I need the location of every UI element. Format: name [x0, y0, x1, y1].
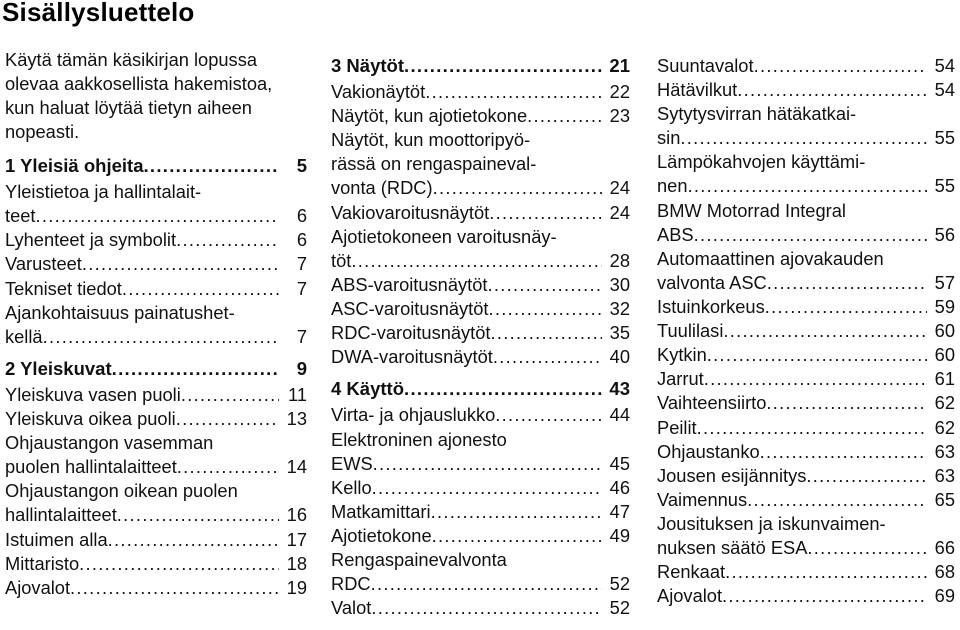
- dot-leader: [807, 536, 927, 560]
- toc-entry[interactable]: [331, 104, 630, 128]
- dot-leader: [425, 80, 602, 104]
- toc-page-number: 62: [934, 416, 955, 438]
- toc-entry-title: Sytytysvirran hätäkatkai-: [657, 103, 857, 125]
- toc-entry-title: Ohjaustangon oikean puolen: [5, 480, 238, 502]
- toc-page-number: 65: [934, 488, 955, 510]
- toc-entry[interactable]: [331, 225, 630, 273]
- toc-page-number: 63: [934, 464, 955, 486]
- toc-page-number: 5: [296, 155, 307, 176]
- dot-leader: [766, 391, 927, 415]
- toc-entry[interactable]: [657, 78, 955, 102]
- toc-entry-title: 1 Yleisiä ohjeita: [5, 155, 144, 176]
- toc-entry-title: Varusteet: [5, 253, 82, 275]
- toc-entry-title: EWS: [331, 452, 373, 474]
- toc-entry-title: Renkaat: [657, 561, 726, 583]
- toc-entry-title: Ajovalot: [5, 576, 71, 598]
- toc-entry[interactable]: [331, 428, 630, 476]
- toc-entry-title: Ajovalot: [657, 585, 723, 607]
- toc-entry-title: Ajotietokone: [331, 524, 432, 546]
- toc-entry-title: RDC-varoitusnäytöt: [331, 322, 491, 344]
- toc-page-number: 28: [609, 249, 630, 271]
- toc-page-number: 14: [286, 456, 307, 478]
- dot-leader: [70, 576, 279, 600]
- dot-leader: [723, 319, 927, 343]
- dot-leader: [373, 452, 602, 476]
- intro-line: olevaa aakkosellista hakemistoa,: [5, 73, 273, 95]
- intro-text: [5, 48, 305, 144]
- dot-leader: [694, 223, 927, 247]
- toc-entry-title: teet: [5, 205, 36, 227]
- toc-entry-title: 4 Käyttö: [331, 378, 404, 400]
- dot-leader: [767, 271, 927, 295]
- dot-leader: [433, 176, 602, 200]
- dot-leader: [688, 174, 927, 198]
- toc-entry-title: kellä: [5, 325, 43, 347]
- toc-entry-title: Suuntavalot: [657, 55, 754, 76]
- toc-page-number: 16: [286, 504, 307, 526]
- toc-entry[interactable]: [331, 500, 630, 524]
- toc-page-number: 66: [934, 536, 955, 558]
- toc-page-number: 60: [934, 320, 955, 342]
- toc-page-number: 63: [934, 440, 955, 462]
- dot-leader: [737, 78, 927, 102]
- toc-entry-title: Yleistietoa ja hallintalait-: [5, 181, 202, 203]
- dot-leader: [489, 201, 602, 225]
- toc-entry[interactable]: [657, 150, 955, 198]
- toc-entry-title: ABS-varoitusnäytöt: [331, 273, 488, 295]
- dot-leader: [371, 596, 602, 620]
- dot-leader: [351, 249, 602, 273]
- toc-page-number: 24: [609, 177, 630, 199]
- toc-page-number: 24: [609, 201, 630, 223]
- toc-entry-title: Ohjaustanko: [657, 440, 760, 462]
- toc-entry[interactable]: [331, 524, 630, 548]
- toc-entry[interactable]: [657, 391, 955, 415]
- toc-page-number: 54: [934, 79, 955, 101]
- page-title: Sisällysluettelo: [2, 0, 195, 27]
- dot-leader: [432, 524, 602, 548]
- toc-entry[interactable]: [657, 464, 955, 488]
- toc-entry-title: 3 Näytöt: [331, 55, 404, 76]
- toc-page-number: 46: [609, 476, 630, 498]
- toc-entry-title: RDC: [331, 573, 371, 595]
- dot-leader: [704, 367, 927, 391]
- intro-line: kun haluat löytää tietyn aiheen: [5, 97, 252, 119]
- toc-entry-title: Tekniset tiedot: [5, 277, 122, 299]
- toc-entry[interactable]: [5, 252, 307, 276]
- toc-entry[interactable]: [657, 584, 955, 608]
- toc-entry[interactable]: [331, 476, 630, 500]
- dot-leader: [404, 377, 602, 401]
- dot-leader: [122, 277, 279, 301]
- toc-entry-title: Ohjaustangon vasemman: [5, 432, 214, 454]
- toc-entry-title: BMW Motorrad Integral: [657, 199, 846, 221]
- toc-entry[interactable]: [331, 273, 630, 297]
- dot-leader: [806, 464, 927, 488]
- dot-leader: [43, 325, 279, 349]
- toc-chapter[interactable]: [331, 54, 630, 78]
- toc-entry-title: ABS: [657, 223, 694, 245]
- toc-entry-title: Jarrut: [657, 368, 704, 390]
- toc-entry-title: Elektroninen ajonesto: [331, 428, 507, 450]
- dot-leader: [747, 488, 927, 512]
- toc-entry-title: Virta- ja ohjauslukko: [331, 404, 496, 426]
- toc-entry-title: Valot: [331, 597, 372, 619]
- toc-page-number: 18: [286, 552, 307, 574]
- dot-leader: [725, 560, 927, 584]
- dot-leader: [754, 54, 927, 78]
- toc-entry[interactable]: [331, 128, 630, 200]
- toc-entry[interactable]: [657, 367, 955, 391]
- dot-leader: [181, 383, 279, 407]
- intro-line: Käytä tämän käsikirjan lopussa: [5, 49, 258, 70]
- toc-entry-title: Hätävilkut: [657, 79, 738, 101]
- toc-entry-title: Kello: [331, 476, 372, 498]
- toc-chapter[interactable]: [331, 377, 630, 401]
- toc-entry[interactable]: [331, 297, 630, 321]
- toc-page-number: 52: [609, 597, 630, 619]
- toc-page-number: 57: [934, 271, 955, 293]
- toc-entry-title: Rengaspainevalvonta: [331, 549, 507, 570]
- toc-page-number: 47: [609, 500, 630, 522]
- toc-page-number: 59: [934, 296, 955, 317]
- toc-page-number: 55: [934, 127, 955, 149]
- toc-page-number: 11: [288, 383, 307, 405]
- toc-entry-title: Vakionäytöt: [331, 81, 426, 103]
- toc-entry-title: Istuimen alla: [5, 528, 108, 550]
- toc-entry-title: Peilit: [657, 416, 697, 438]
- toc-entry[interactable]: [5, 576, 307, 600]
- toc-entry-title: DWA-varoitusnäytöt: [331, 346, 493, 368]
- toc-entry-title: Näytöt, kun moottoripyö-: [331, 129, 531, 151]
- toc-page-number: 30: [609, 273, 630, 295]
- toc-page-number: 6: [296, 229, 307, 251]
- toc-entry[interactable]: [5, 552, 307, 576]
- toc-page-number: 9: [296, 357, 307, 379]
- dot-leader: [108, 528, 279, 552]
- toc-chapter[interactable]: [5, 357, 307, 381]
- intro-line: nopeasti.: [5, 121, 80, 143]
- toc-page-number: 7: [296, 325, 307, 347]
- toc-entry[interactable]: [657, 102, 955, 150]
- toc-entry[interactable]: [331, 548, 630, 596]
- dot-leader: [176, 228, 279, 252]
- toc-entry-title: nuksen säätö ESA: [657, 536, 808, 558]
- toc-entry-title: Yleiskuva oikea puoli: [5, 408, 176, 429]
- toc-entry-title: rässä on rengaspaineval-: [331, 153, 537, 175]
- toc-entry-title: nen: [657, 175, 688, 197]
- toc-page-number: 13: [286, 408, 307, 429]
- dot-leader: [489, 297, 603, 321]
- toc-entry-title: Ajankohtaisuus painatushet-: [5, 301, 235, 323]
- toc-entry-title: hallintalaitteet: [5, 504, 117, 526]
- toc-page-number: 45: [609, 452, 630, 474]
- toc-entry-title: Jousen esijännitys: [657, 464, 807, 486]
- toc-entry[interactable]: [5, 407, 307, 431]
- toc-entry-title: ASC-varoitusnäytöt: [331, 298, 489, 319]
- toc-page-number: 52: [609, 573, 630, 595]
- toc-entry[interactable]: [657, 512, 955, 560]
- dot-leader: [79, 552, 279, 576]
- dot-leader: [765, 295, 927, 319]
- dot-leader: [707, 343, 927, 367]
- toc-page-number: 49: [609, 524, 630, 546]
- dot-leader: [722, 584, 927, 608]
- toc-entry[interactable]: [5, 180, 307, 228]
- toc-page-number: 19: [286, 576, 307, 598]
- toc-entry[interactable]: [657, 54, 955, 78]
- toc-entry-title: vonta (RDC): [331, 177, 433, 199]
- dot-leader: [680, 126, 927, 150]
- toc-entry[interactable]: [657, 199, 955, 247]
- toc-entry-title: töt: [331, 249, 352, 271]
- toc-page-number: 69: [934, 585, 955, 607]
- toc-entry-title: puolen hallintalaitteet: [5, 456, 177, 478]
- toc-entry[interactable]: [5, 479, 307, 527]
- toc-page-number: 17: [286, 528, 307, 550]
- toc-page-number: 56: [934, 223, 955, 245]
- toc-entry-title: Istuinkorkeus: [657, 296, 765, 317]
- toc-page-number: 55: [934, 175, 955, 197]
- dot-leader: [760, 440, 927, 464]
- toc-entry-title: Matkamittari: [331, 500, 431, 522]
- dot-leader: [176, 407, 279, 431]
- dot-leader: [177, 455, 279, 479]
- toc-page-number: 44: [609, 404, 630, 426]
- toc-entry[interactable]: [657, 319, 955, 343]
- toc-entry-title: 2 Yleiskuvat: [5, 357, 112, 379]
- toc-entry[interactable]: [331, 201, 630, 225]
- toc-entry[interactable]: [657, 488, 955, 512]
- toc-entry-title: Lyhenteet ja symbolit: [5, 229, 177, 251]
- toc-entry[interactable]: [5, 277, 307, 301]
- dot-leader: [487, 273, 602, 297]
- toc-page-number: 61: [934, 368, 955, 390]
- toc-entry-title: Jousituksen ja iskunvaimen-: [657, 512, 886, 534]
- toc-page-number: 23: [609, 105, 630, 127]
- toc-entry-title: Kytkin: [657, 344, 707, 366]
- dot-leader: [527, 104, 602, 128]
- toc-entry-title: Automaattinen ajovakauden: [657, 247, 884, 269]
- dot-leader: [404, 54, 602, 78]
- toc-entry[interactable]: [331, 596, 630, 620]
- toc-page-number: 40: [609, 346, 630, 368]
- toc-page-number: 32: [609, 298, 630, 319]
- dot-leader: [117, 503, 279, 527]
- toc-entry-title: Vaihteensiirto: [657, 392, 767, 414]
- toc-entry[interactable]: [331, 321, 630, 345]
- toc-entry[interactable]: [657, 560, 955, 584]
- dot-leader: [493, 345, 602, 369]
- toc-page-number: 6: [296, 205, 307, 227]
- dot-leader: [372, 476, 602, 500]
- toc-chapter[interactable]: [5, 154, 307, 178]
- toc-entry[interactable]: [657, 440, 955, 464]
- toc-entry-title: Ajotietokoneen varoitusnäy-: [331, 225, 557, 247]
- toc-page-number: 43: [609, 378, 630, 400]
- toc-entry-title: Lämpökahvojen käyttämi-: [657, 151, 866, 173]
- toc-entry[interactable]: [5, 528, 307, 552]
- toc-entry-title: valvonta ASC: [657, 271, 767, 293]
- toc-entry[interactable]: [5, 228, 307, 252]
- toc-entry[interactable]: [331, 345, 630, 369]
- toc-page-number: 68: [934, 561, 955, 583]
- toc-page-number: 54: [934, 55, 955, 76]
- toc-page-number: 7: [296, 277, 307, 299]
- toc-page-number: 35: [609, 322, 630, 344]
- toc-entry[interactable]: [657, 295, 955, 319]
- toc-entry[interactable]: [5, 431, 307, 479]
- toc-entry[interactable]: [5, 383, 307, 407]
- dot-leader: [36, 204, 280, 228]
- toc-entry-title: sin: [657, 127, 681, 149]
- toc-entry[interactable]: [657, 343, 955, 367]
- toc-entry-title: Vakiovaroitusnäytöt: [331, 201, 490, 223]
- dot-leader: [82, 252, 279, 276]
- toc-page-number: 22: [609, 81, 630, 103]
- toc-entry-title: Mittaristo: [5, 552, 80, 574]
- toc-entry-title: Yleiskuva vasen puoli: [5, 383, 181, 405]
- dot-leader: [491, 321, 602, 345]
- toc-entry-title: Vaimennus: [657, 488, 748, 510]
- dot-leader: [495, 403, 602, 427]
- toc-entry[interactable]: [331, 403, 630, 427]
- toc-entry[interactable]: [5, 301, 307, 349]
- dot-leader: [431, 500, 602, 524]
- dot-leader: [112, 357, 279, 381]
- toc-entry-title: Tuulilasi: [657, 320, 724, 342]
- toc-page-number: 21: [609, 55, 630, 76]
- dot-leader: [143, 154, 279, 178]
- toc-page-number: 60: [934, 344, 955, 366]
- toc-page-number: 7: [296, 253, 307, 275]
- toc-page-number: 62: [934, 392, 955, 414]
- dot-leader: [697, 416, 927, 440]
- toc-entry[interactable]: [331, 80, 630, 104]
- dot-leader: [371, 572, 602, 596]
- toc-entry[interactable]: [657, 247, 955, 295]
- toc-entry[interactable]: [657, 416, 955, 440]
- toc-entry-title: Näytöt, kun ajotietokone: [331, 105, 528, 127]
